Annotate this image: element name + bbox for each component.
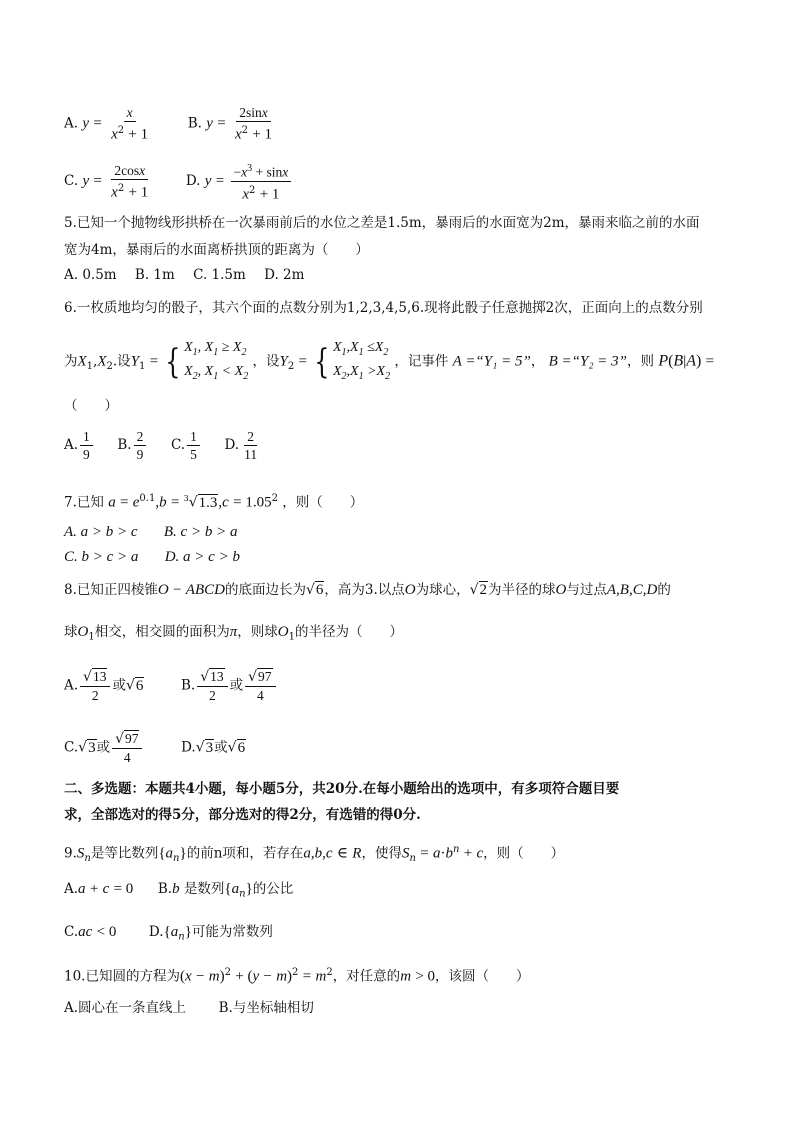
q4-option-a-formula: $\frac{x}{x^2 + 1}$ <box>111 105 149 143</box>
q6-stem-line2: 为$X_1,X_2$.设$Y_1$ = { $X_1$, $X_1 \ge X_2$ $X_2$, $X_1 < X_2$ ，设$Y_2$ = { $X_1,X_1 \le X_2$ $X_2,X_1 >X_2$ ，记事件 A =“Y₁ = 5”， B =“Y₂ = 3”，则 P(B|A) = <box>64 338 714 388</box>
q9-options-cd: C.ac < 0 $D.\{a_n\}$可能为常数列 <box>64 924 273 943</box>
q6-event-b: B =“Y₂ = 3” <box>548 353 628 370</box>
q7-options-ab <box>64 522 237 542</box>
q6-y2-cases: $X_1,X_1 \le X_2$ $X_2,X_1 >X_2$ <box>332 340 391 382</box>
section2-heading-line2: 求，全部选对的得5分，部分选对的得2分，有选错的得0分. <box>64 807 421 823</box>
q6-event-a: A =“Y₁ = 5” <box>452 353 531 370</box>
q7-options-cd <box>64 547 240 567</box>
q6-paren: （ ） <box>64 398 118 414</box>
q4-option-c-label: C. <box>64 173 79 189</box>
q4-option-d-formula: $\frac{-x^3 + \sin x}{x^2 + 1}$ <box>231 160 292 203</box>
q6-stem-line1: 6.一枚质地均匀的骰子，其六个面的点数分别为1,2,3,4,5,6.现将此骰子任意抛掷2次，正面向上的点数分别 <box>64 300 703 316</box>
q4-option-b-label: B. <box>187 115 202 132</box>
q5-stem-line2: 宽为4m，暴雨后的水面离桥拱顶的距离为（ ） <box>64 242 369 258</box>
section2-heading-line1: 二、多选题：本题共4小题，每小题5分，共20分.在每小题给出的选项中，有多项符合题目要 <box>64 781 620 797</box>
q5-options <box>64 265 304 285</box>
q4-option-c-formula: $\frac{2\cos x}{x^2 + 1}$ <box>111 162 149 201</box>
q5-option-d: D. 2m <box>264 267 305 283</box>
q8-stem-line1: 8.已知正四棱锥O − ABCD的底面边长为√6，高为3.以点O为球心，√2为半径的球O与过点A,B,C,D的 <box>64 582 671 598</box>
q9-stem: $9.S_n$是等比数列$\{a_n\}$的前n项和，若存在a,b,c ∈ R，使得$S_n = a\cdot b^n + c$，则（ ） <box>64 844 565 865</box>
q10-option-b: B.与坐标轴相切 <box>218 1000 314 1016</box>
q10-options-ab <box>64 998 314 1018</box>
q5-option-c: C. 1.5m <box>193 267 246 283</box>
q4-option-b-formula: $\frac{2\sin x}{x^2 + 1}$ <box>234 105 273 143</box>
q8-options-ab: A. $\frac{√13}{2}$ 或√6 B. $\frac{√13}{2}$ 或 $\frac{√97}{4}$ <box>64 668 278 704</box>
q4-option-a-label: A. <box>64 115 79 132</box>
q7-option-d: D. a > c > b <box>164 549 240 565</box>
q4-option-d-label: D. <box>185 173 201 189</box>
q8-options-cd: C.√3或 $\frac{√97}{4}$ D.√3或√6 <box>64 731 246 765</box>
q5-option-b: B. 1m <box>134 267 175 283</box>
q5-stem-line1: 5.已知一个抛物线形拱桥在一次暴雨前后的水位之差是1.5m，暴雨后的水面宽为2m，暴雨来临之前的水面 <box>64 215 700 231</box>
q4-options-ab: A. y = $\frac{x}{x^2 + 1}$ B. y = $\frac{2\sin x}{x^2 + 1}$ <box>64 104 277 144</box>
q7-stem: 7.已知 $a = e^{0.1},b = ^3√1.3,c = 1.05^2$ ，则（ ） <box>64 493 364 511</box>
q10-option-a: A.圆心在一条直线上 <box>64 1000 187 1016</box>
q9-options-ab: A.a + c = 0 B.b 是数列$\{a_n\}$的公比 <box>64 881 294 900</box>
q8-stem-line2: 球$O_1$相交，相交圆的面积为π，则球$O_1$的半径为（ ） <box>64 624 403 643</box>
q5-option-a: A. 0.5m <box>64 267 117 283</box>
q7-option-b: B. c > b > a <box>163 524 238 540</box>
q6-y1-cases: $X_1$, $X_1 \ge X_2$ $X_2$, $X_1 < X_2$ <box>184 340 249 382</box>
q7-option-c: C. b > c > a <box>64 549 139 565</box>
q10-stem: 10.已知圆的方程为$(x - m)^2 + (y - m)^2 = m^2$，对任意的m > 0，该圆（ ） <box>64 967 530 985</box>
q7-option-a: A. a > b > c <box>64 524 138 540</box>
q4-options-cd: C. y = $\frac{2\cos x}{x^2 + 1}$ D. y = $\frac{-x^3 + \sin x}{x^2 + 1}$ <box>64 160 293 203</box>
q6-options: A. $\frac{1}{9}$ B. $\frac{2}{9}$ C. $\frac{1}{5}$ D. $\frac{2}{11}$ <box>64 429 258 462</box>
